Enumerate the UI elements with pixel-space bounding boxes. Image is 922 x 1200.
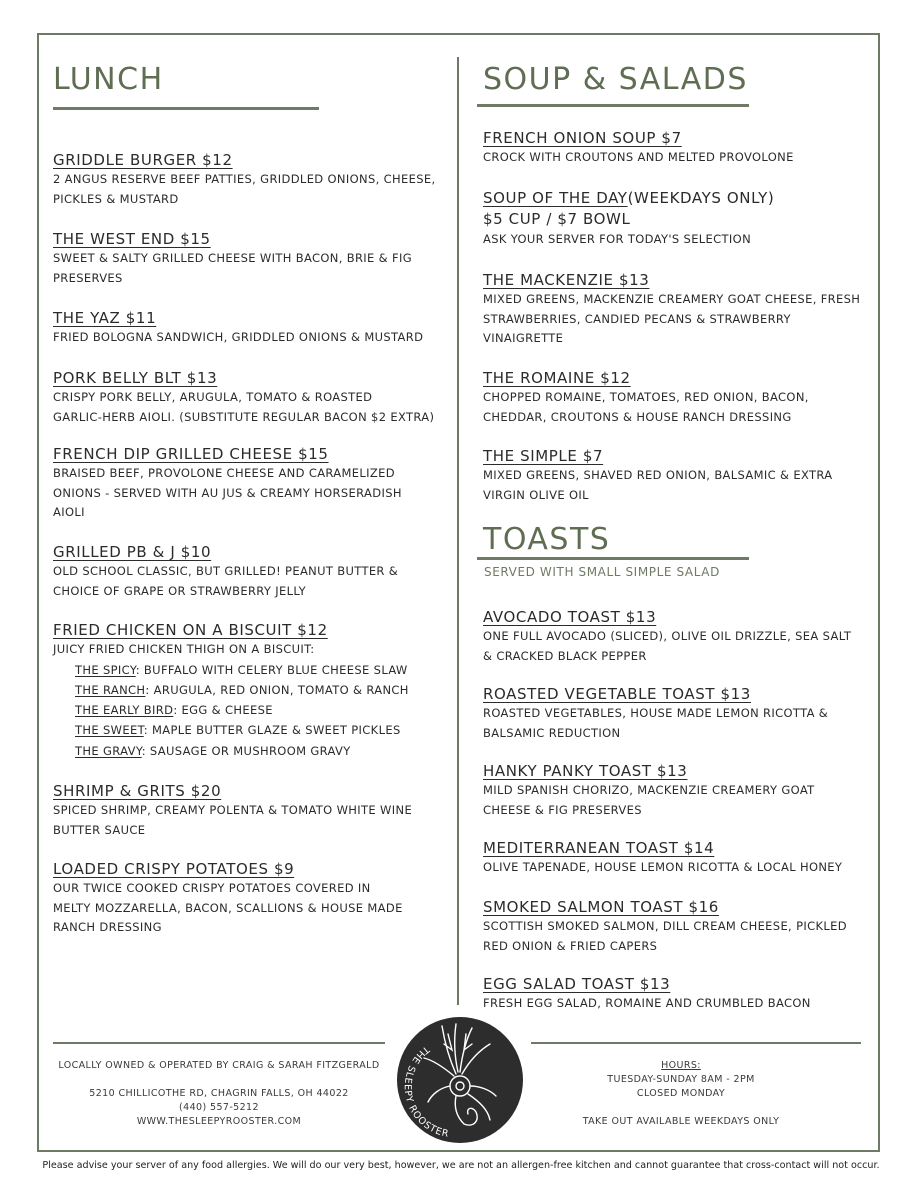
item-name: [53, 620, 409, 640]
item-name-text: FRENCH ONION SOUP $7: [483, 129, 682, 147]
item-description-line: STRAWBERRIES, CANDIED PECANS & STRAWBERRY: [483, 311, 791, 326]
logo-text: THE SLEEPY ROOSTER: [401, 1043, 451, 1140]
item-name: [53, 542, 398, 562]
footer-owner-info: [53, 1059, 385, 1129]
address-text: 5210 CHILLICOTHE RD, CHAGRIN FALLS, OH 44022: [89, 1088, 349, 1099]
item-name-text: MEDITERRANEAN TOAST $14: [483, 839, 715, 857]
item-option: [53, 720, 409, 740]
item-description-line: ASK YOUR SERVER FOR TODAY'S SELECTION: [483, 232, 752, 246]
item-name-text: EGG SALAD TOAST $13: [483, 975, 671, 993]
item-name: [483, 607, 851, 627]
item-name: [53, 229, 412, 249]
item-description-line: CROCK WITH CROUTONS AND MELTED PROVOLONE: [483, 150, 794, 164]
item-name: [53, 444, 402, 464]
menu-item: [53, 229, 412, 288]
menu-item: [53, 859, 403, 938]
item-description-line: BRAISED BEEF, PROVOLONE CHEESE AND CARAMELIZED: [53, 466, 395, 480]
item-description-line: MELTY MOZZARELLA, BACON, SCALLIONS & HOUSE MADE: [53, 900, 403, 915]
menu-item: [53, 150, 436, 209]
item-description-line: VIRGIN OLIVE OIL: [483, 487, 589, 502]
phone-text: (440) 557-5212: [179, 1102, 259, 1113]
footer-rule-right: [531, 1042, 861, 1044]
menu-item: [53, 542, 398, 601]
menu-item: [483, 270, 860, 349]
item-description-line: RED ONION & FRIED CAPERS: [483, 938, 658, 953]
option-text: : EGG & CHEESE: [173, 703, 273, 718]
item-name: [483, 188, 774, 208]
item-name-text: GRILLED PB & J $10: [53, 543, 212, 561]
toasts-heading-rule: [477, 557, 749, 560]
option-text: : ARUGULA, RED ONION, TOMATO & RANCH: [145, 682, 409, 697]
menu-item: [483, 684, 828, 743]
item-name-text: FRENCH DIP GRILLED CHEESE $15: [53, 445, 329, 463]
item-description-line: ONE FULL AVOCADO (SLICED), OLIVE OIL DRIZZLE, SEA SALT: [483, 629, 852, 643]
lunch-heading: LUNCH: [53, 62, 164, 97]
footer-hours: [551, 1059, 811, 1129]
item-name: [53, 859, 403, 879]
option-label: THE RANCH: [75, 682, 146, 697]
item-description-line: CHEESE & FIG PRESERVES: [483, 802, 642, 817]
item-description-line: CHOICE OF GRAPE OR STRAWBERRY JELLY: [53, 583, 307, 598]
menu-item: [53, 620, 409, 761]
item-name-text: THE WEST END $15: [53, 230, 211, 248]
item-name-text: SOUP OF THE DAY: [483, 189, 628, 207]
menu-item: [483, 368, 809, 427]
menu-item: [53, 781, 412, 840]
menu-item: [53, 308, 423, 348]
item-description-line: PRESERVES: [53, 270, 123, 285]
item-description-line: SPICED SHRIMP, CREAMY POLENTA & TOMATO WHITE WINE: [53, 803, 413, 817]
item-name: [53, 150, 436, 170]
item-description-line: RANCH DRESSING: [53, 920, 162, 934]
item-name-text: SHRIMP & GRITS $20: [53, 782, 222, 800]
menu-item: [53, 444, 402, 523]
item-name: [483, 446, 832, 466]
item-option: [53, 700, 409, 720]
rooster-logo: [396, 1016, 524, 1144]
item-description-line: SWEET & SALTY GRILLED CHEESE WITH BACON, BRIE & FIG: [53, 251, 412, 265]
menu-item: [483, 446, 832, 505]
item-description-line: ONIONS - SERVED WITH AU JUS & CREAMY HORSERADISH: [53, 485, 402, 500]
column-divider: [457, 57, 459, 1005]
item-name-text: FRIED CHICKEN ON A BISCUIT $12: [53, 621, 328, 639]
item-name-suffix: (WEEKDAYS ONLY): [627, 189, 775, 207]
item-name-text: AVOCADO TOAST $13: [483, 608, 657, 626]
item-name-text: HANKY PANKY TOAST $13: [483, 762, 688, 780]
hours-days: TUESDAY-SUNDAY 8AM - 2PM: [607, 1074, 755, 1085]
item-name: [483, 684, 828, 704]
item-description-line: FRESH EGG SALAD, ROMAINE AND CRUMBLED BACON: [483, 996, 811, 1010]
item-name: [483, 368, 809, 388]
option-label: THE SWEET: [75, 723, 144, 738]
item-description-line: MIXED GREENS, SHAVED RED ONION, BALSAMIC & EXTRA: [483, 468, 833, 482]
item-name-text: ROASTED VEGETABLE TOAST $13: [483, 685, 751, 703]
item-name: [483, 128, 794, 148]
item-description-line: AIOLI: [53, 505, 85, 519]
allergy-disclaimer: Please advise your server of any food allergies. We will do our very best, however, we are not an allergen-free kitchen and cannot guarantee that cross-contact will not occur.: [42, 1160, 880, 1171]
item-name: [483, 838, 842, 858]
item-description-line: CHEDDAR, CROUTONS & HOUSE RANCH DRESSING: [483, 409, 792, 424]
item-description-line: & CRACKED BLACK PEPPER: [483, 648, 647, 663]
soups-heading-rule: [477, 104, 749, 107]
toasts-heading: TOASTS: [483, 522, 611, 557]
menu-item: [483, 974, 811, 1014]
option-label: THE SPICY: [75, 662, 136, 677]
item-name-text: PORK BELLY BLT $13: [53, 369, 218, 387]
website-link[interactable]: WWW.THESLEEPYROOSTER.COM: [136, 1116, 302, 1127]
menu-item: [483, 897, 847, 956]
menu-item: [483, 838, 842, 878]
item-description-line: GARLIC-HERB AIOLI. (SUBSTITUTE REGULAR BACON $2 EXTRA): [53, 409, 435, 424]
item-description-line: OUR TWICE COOKED CRISPY POTATOES COVERED IN: [53, 881, 371, 895]
hours-label: HOURS:: [661, 1060, 701, 1071]
item-description-line: MILD SPANISH CHORIZO, MACKENZIE CREAMERY GOAT: [483, 783, 815, 797]
menu-item: [483, 761, 815, 820]
item-name-text: THE SIMPLE $7: [483, 447, 604, 465]
menu-item: [483, 188, 774, 250]
item-option: [53, 741, 409, 761]
owned-by-text: LOCALLY OWNED & OPERATED BY CRAIG & SARAH FITZGERALD: [58, 1060, 380, 1071]
item-name: [53, 368, 434, 388]
item-description-line: PICKLES & MUSTARD: [53, 191, 179, 206]
option-label: THE GRAVY: [75, 743, 142, 758]
item-name: [483, 761, 815, 781]
footer-rule-left: [53, 1042, 385, 1044]
item-option: [53, 660, 409, 680]
item-description-line: CHOPPED ROMAINE, TOMATOES, RED ONION, BACON,: [483, 390, 809, 404]
takeout-note: TAKE OUT AVAILABLE WEEKDAYS ONLY: [582, 1116, 780, 1127]
option-label: THE EARLY BIRD: [75, 703, 174, 718]
item-price-line: $5 CUP / $7 BOWL: [483, 210, 631, 228]
item-name: [483, 897, 847, 917]
item-description-line: ROASTED VEGETABLES, HOUSE MADE LEMON RICOTTA &: [483, 706, 829, 720]
menu-item: [53, 368, 434, 427]
lunch-heading-rule: [53, 107, 319, 110]
item-description-line: CRISPY PORK BELLY, ARUGULA, TOMATO & ROASTED: [53, 390, 373, 404]
item-description-line: MIXED GREENS, MACKENZIE CREAMERY GOAT CHEESE, FRESH: [483, 292, 861, 306]
item-description-line: JUICY FRIED CHICKEN THIGH ON A BISCUIT:: [53, 642, 315, 656]
soups-heading: SOUP & SALADS: [483, 62, 748, 97]
item-name-text: THE YAZ $11: [53, 309, 157, 327]
item-name: [53, 308, 423, 328]
toasts-subtitle: SERVED WITH SMALL SIMPLE SALAD: [484, 565, 720, 579]
item-option: [53, 680, 409, 700]
item-name-text: LOADED CRISPY POTATOES $9: [53, 860, 295, 878]
item-name: [483, 270, 860, 290]
hours-closed: CLOSED MONDAY: [636, 1088, 726, 1099]
option-text: : SAUSAGE OR MUSHROOM GRAVY: [141, 743, 351, 758]
item-description-line: SCOTTISH SMOKED SALMON, DILL CREAM CHEESE, PICKLED: [483, 919, 847, 933]
item-description-line: BALSAMIC REDUCTION: [483, 725, 621, 740]
option-text: : MAPLE BUTTER GLAZE & SWEET PICKLES: [143, 723, 401, 738]
option-text: : BUFFALO WITH CELERY BLUE CHEESE SLAW: [135, 662, 408, 677]
item-description-line: OLD SCHOOL CLASSIC, BUT GRILLED! PEANUT BUTTER &: [53, 564, 399, 578]
item-name-text: THE MACKENZIE $13: [483, 271, 650, 289]
item-name: [483, 974, 811, 994]
menu-item: [483, 607, 851, 666]
item-description-line: FRIED BOLOGNA SANDWICH, GRIDDLED ONIONS & MUSTARD: [53, 330, 424, 344]
menu-item: [483, 128, 794, 168]
item-name-text: THE ROMAINE $12: [483, 369, 631, 387]
item-description-line: BUTTER SAUCE: [53, 822, 146, 837]
item-description-line: 2 ANGUS RESERVE BEEF PATTIES, GRIDDLED ONIONS, CHEESE,: [53, 172, 436, 186]
item-name-text: SMOKED SALMON TOAST $16: [483, 898, 719, 916]
item-description-line: OLIVE TAPENADE, HOUSE LEMON RICOTTA & LOCAL HONEY: [483, 860, 843, 874]
item-name: [53, 781, 412, 801]
item-description-line: VINAIGRETTE: [483, 331, 564, 345]
item-name-text: GRIDDLE BURGER $12: [53, 151, 233, 169]
